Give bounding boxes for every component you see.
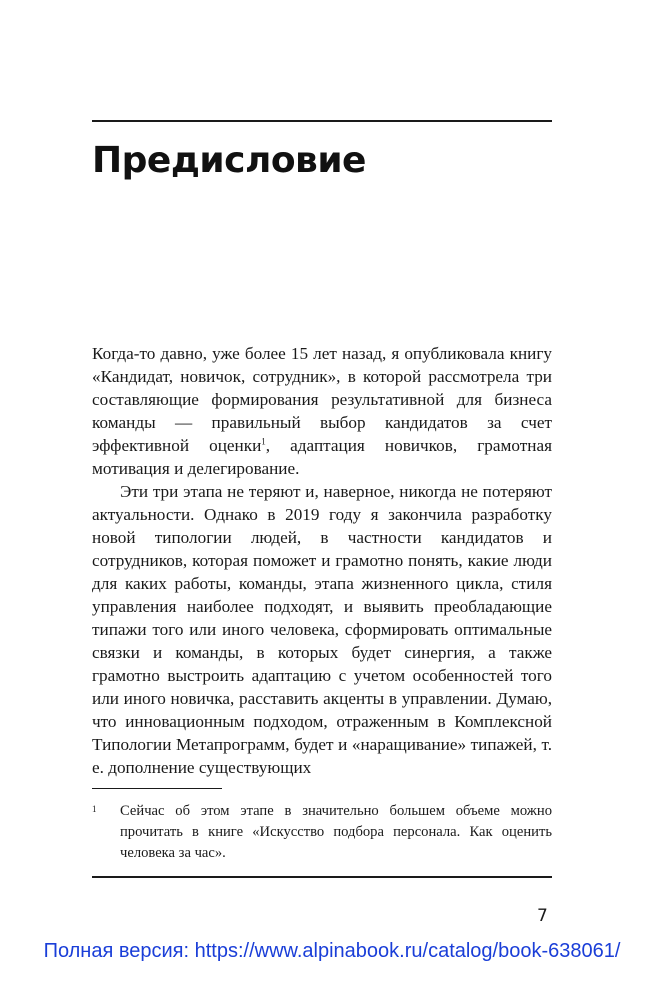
paragraph-2: Эти три этапа не теряют и, наверное, никогда не потеряют актуальности. Однако в 2019 году я закончила разработку новой типологии людей, в частности кандидатов и сотрудников, которая поможет и грамотно понять, какие люди для каких работы, команды, этапа жизненного цикла, стиля управления наиболее подходят, и выявить преобладающие типажи того или иного человека, сформировать оптимальные связки и команды, в которых будет синергия, а также грамотно выстроить адаптацию с учетом особенностей того или иного новичка, расставить акценты в управлении. Думаю, что инновационным подходом, отраженным в Комплексной Типологии Метапрограмм, будет и «наращивание» типажей, т. е. дополнение существующих xyxy=(92,482,552,777)
footnote-text: Сейчас об этом этапе в значительно большем объеме можно прочитать в книге «Искусство подбора персонала. Как оценить человека за час». xyxy=(120,803,552,861)
bottom-divider xyxy=(92,876,552,878)
top-divider xyxy=(92,120,552,122)
paragraph-1-text-end: , адаптация новичков, грамотная мотивация и делегирование. xyxy=(92,436,552,478)
footnote-divider xyxy=(92,788,222,789)
footnote-reference[interactable]: 1 xyxy=(261,436,266,447)
body-text xyxy=(92,342,552,779)
paragraph-1 xyxy=(92,342,552,480)
page-number: 7 xyxy=(537,906,548,926)
full-version-link[interactable]: Полная версия: https://www.alpinabook.ru/catalog/book-638061/ xyxy=(43,940,621,962)
footnote xyxy=(92,801,552,864)
paragraph-1-text: Когда-то давно, уже более 15 лет назад, я опубликовала книгу «Кандидат, новичок, сотрудник», в которой рассмотрела три составляющие формирования результативной для бизнеса команды — правильный выбор кандидатов за счет эффективной оценки xyxy=(92,344,552,455)
footnote-number: 1 xyxy=(92,804,97,814)
chapter-title: Предисловие xyxy=(92,140,366,181)
